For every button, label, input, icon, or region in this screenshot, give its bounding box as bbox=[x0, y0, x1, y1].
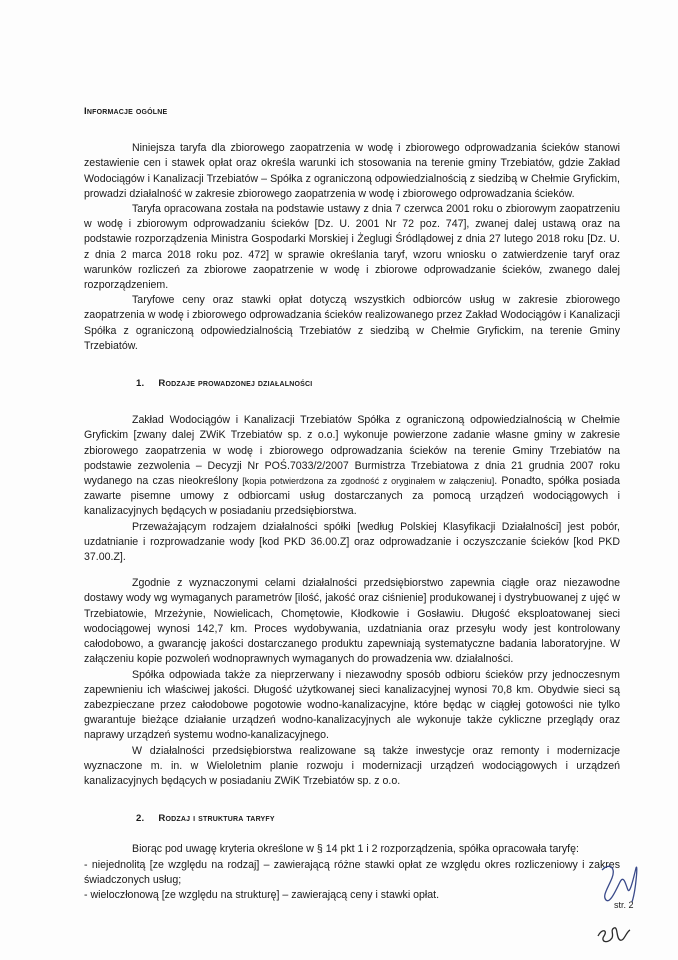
heading-general-info: Informacje ogólne bbox=[84, 106, 168, 117]
section-1-paragraph-4: Spółka odpowiada także za nieprzerwany i niezawodny sposób odbioru ścieków przy jednoczesnym zapewnieniu ich właściwej jakości. Długość użytkowanej sieci kanalizacyjnej wynosi 70,8 km. Obydwie sieci są zabezpieczane przez całodobowe pogotowie wodno-kanalizacyjne, które będąc w ciągłej gotowości nie tylko gwarantuje bieżące działanie urządzeń wodno-kanalizacyjnych ale wykonuje także cykliczne przeglądy oraz naprawy urządzeń systemu wodno-kanalizacyjnego. bbox=[84, 668, 620, 742]
intro-paragraph-1: Niniejsza taryfa dla zbiorowego zaopatrzenia w wodę i zbiorowego odprowadzania ścieków stanowi zestawienie cen i stawek opłat oraz określa warunki ich stosowania na terenie gminy Trzebiatów, gdzie Zakład Wodociągów i Kanalizacji Trzebiatów – Spółka z ograniczoną odpowiedzialnością z siedzibą w Chełmie Gryfickim, prowadzi działalność w zakresie zbiorowego zaopatrzenia w wodę i zbiorowego odprowadzania ścieków. bbox=[84, 142, 620, 200]
section-2-list bbox=[84, 842, 620, 903]
section-1-heading bbox=[136, 376, 620, 391]
section-1-number: 1. bbox=[136, 378, 145, 390]
section-1-paragraph-2: Przeważającym rodzajem działalności spółki [według Polskiej Klasyfikacji Działalności] jest pobór, uzdatnianie i rozprowadzanie wody [kod PKD 36.00.Z] oraz odprowadzanie i oczyszczanie ścieków [kod PKD 37.00.Z]. bbox=[84, 520, 620, 564]
section-2-intro: Biorąc pod uwagę kryteria określone w § 14 pkt 1 i 2 rozporządzenia, spółka opracowała taryfę: bbox=[132, 843, 579, 856]
section-1-paragraph-1 bbox=[84, 413, 620, 519]
section-1-paragraph-1b: . Ponadto, spółka posiada zawarte pisemne umowy z odbiorcami usług dostarczanych za pomocą urządzeń wodociągowych i kanalizacyjnych będących w posiadaniu przedsiębiorstwa. bbox=[84, 475, 620, 518]
intro-paragraph-3: Taryfowe ceny oraz stawki opłat dotyczą wszystkich odbiorców usług w zakresie zbiorowego zaopatrzenia w wodę i zbiorowego odprowadzania ścieków realizowanego przez Zakład Wodociągów i Kanalizacji Spółka z ograniczoną odpowiedzialnością Trzebiatów z siedzibą w Chełmie Gryfickim, na terenie Gminy Trzebiatów. bbox=[84, 294, 620, 352]
section-1-paragraph-3: Zgodnie z wyznaczonymi celami działalności przedsiębiorstwo zapewnia ciągłe oraz niezawodne dostawy wody wg wymaganych parametrów [ilość, jakość oraz ciśnienie] produkowanej i dystrybuowanej z ujęć w Trzebiatowie, Mrzeżynie, Nowielicach, Chomętowie, Kłodkowie i Gosławiu. Długość eksploatowanej sieci wodociągowej wynosi 142,7 km. Proces wydobywania, uzdatniania oraz przesyłu wody jest kontrolowany całodobowo, a gwarancję jakości dostarczanego produktu zapewniają systematyczne badania laboratoryjne. W załączeniu kopie pozwoleń wodnoprawnych wymaganych do prowadzenia ww. działalności. bbox=[84, 577, 620, 666]
section-2-heading bbox=[136, 811, 620, 826]
section-2-title: Rodzaj i struktura taryfy bbox=[158, 813, 275, 825]
section-2-item-2: - wieloczłonową [ze względu na strukturę] – zawierającą ceny i stawki opłat. bbox=[84, 888, 440, 901]
section-1-title: Rodzaje prowadzonej działalności bbox=[158, 378, 313, 390]
section-1-paragraph-1-note: [kopia potwierdzona za zgodność z oryginałem w załączeniu] bbox=[242, 476, 495, 487]
section-2-item-1: - niejednolitą [ze względu na rodzaj] – zawierającą różne stawki opłat ze względu okres rozliczeniowy i zakres świadczonych usług; bbox=[84, 858, 620, 886]
signature-paraph bbox=[594, 924, 634, 948]
page-number: str. 2 bbox=[614, 900, 634, 910]
section-1-paragraph-1a: Zakład Wodociągów i Kanalizacji Trzebiatów Spółka z ograniczoną odpowiedzialnością w Chełmie Gryfickim [zwany dalej ZWiK Trzebiatów sp. z o.o.] wykonuje powierzone zadanie własne gminy w zakresie zbiorowego zaopatrzenia w wodę i zbiorowego odprowadzania ścieków na terenie Gminy Trzebiatów na podstawie zezwolenia – Decyzji Nr POŚ.7033/2/2007 Burmistrza Trzebiatowa z dnia 21 grudnia 2007 roku wydanego na czas nieokreślony bbox=[84, 414, 620, 488]
intro-paragraph-2: Taryfa opracowana została na podstawie ustawy z dnia 7 czerwca 2001 roku o zbiorowym zaopatrzeniu w wodę i zbiorowym odprowadzaniu ścieków [Dz. U. 2001 Nr 72 poz. 747], zwanej dalej ustawą oraz na podstawie rozporządzenia Ministra Gospodarki Morskiej i Żeglugi Śródlądowej z dnia 27 lutego 2018 roku [Dz. U. z dnia 2 marca 2018 roku poz. 472] w sprawie określania taryf, wzoru wniosku o zatwierdzenie taryf oraz warunków rozliczeń za zbiorowe zaopatrzenie w wodę i zbiorowe odprowadzanie ścieków, zwanego dalej rozporządzeniem. bbox=[84, 203, 620, 292]
section-2-number: 2. bbox=[136, 813, 145, 825]
document-body bbox=[84, 104, 620, 903]
section-1-paragraph-5: W działalności przedsiębiorstwa realizowane są także inwestycje oraz remonty i modernizacje wyznaczone m. in. w Wieloletnim planie rozwoju i modernizacji urządzeń wodociągowych i urządzeń kanalizacyjnych będących w posiadaniu ZWiK Trzebiatów sp. z o.o. bbox=[84, 744, 620, 787]
